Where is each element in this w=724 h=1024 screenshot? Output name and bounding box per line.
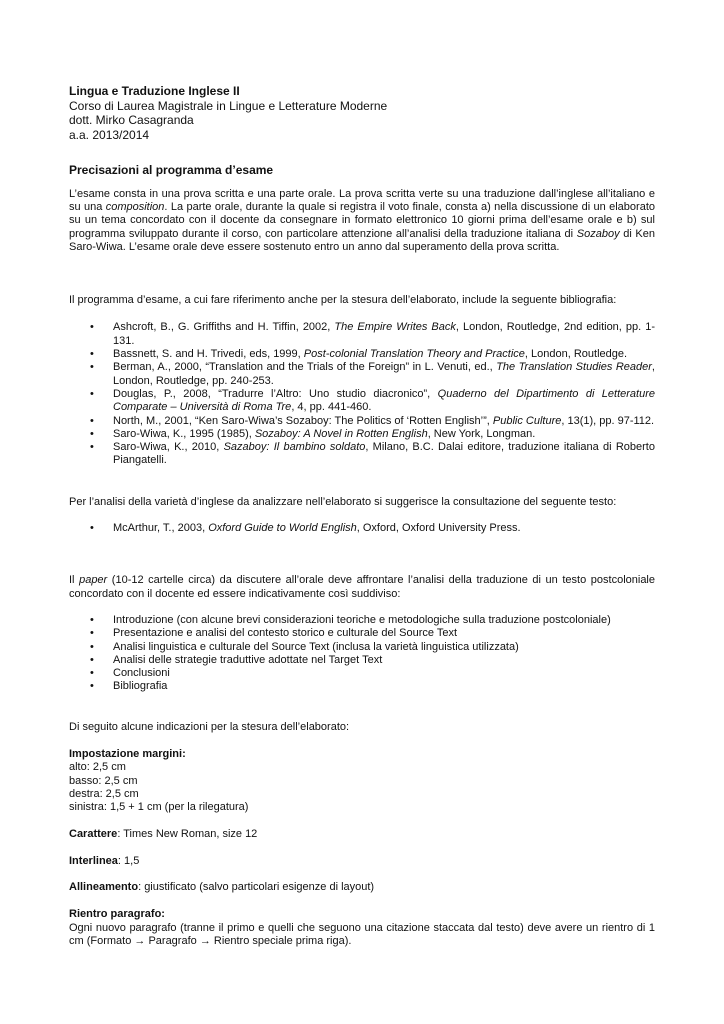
bibliography-item <box>69 348 655 361</box>
intro-italic-2: Sozaboy <box>576 227 620 240</box>
font-label: Carattere <box>69 828 118 841</box>
bibliography-list <box>69 321 655 467</box>
section-title: Precisazioni al programma d’esame <box>69 163 274 178</box>
academic-year: a.a. 2013/2014 <box>69 127 150 142</box>
ref-authors: Berman, A., 2000, “Translation and the Trials of the Foreign” in L. Venuti, ed., <box>113 361 497 374</box>
ref-details: , Oxford, Oxford University Press. <box>356 522 521 535</box>
paper-italic: paper <box>79 574 108 587</box>
bibliography-intro: Il programma d’esame, a cui fare riferimento anche per la stesura dell’elaborato, include la seguente bibliografia: <box>69 294 617 307</box>
ref-authors: Douglas, P., 2008, “Tradurre l’Altro: Uno studio diacronico”, <box>113 387 438 400</box>
alignment-label: Allineamento <box>69 881 139 894</box>
intro-text-1: L’esame consta in una prova scritta e una parte orale. La prova scritta verte su una traduzione dall’inglese all’italiano e su una <box>69 187 655 213</box>
bibliography-item <box>69 441 655 468</box>
course-title: Lingua e Traduzione Inglese II <box>69 84 240 98</box>
alignment-setting <box>69 881 655 894</box>
indent-title: Rientro paragrafo: <box>69 908 165 921</box>
line-spacing-label: Interlinea <box>69 854 118 867</box>
bibliography-item <box>69 321 655 348</box>
ref-title: Oxford Guide to World English <box>208 522 357 535</box>
paper-section-item: • Introduzione (con alcune brevi considerazioni teoriche e metodologiche sulla traduzione postcoloniale) <box>69 614 655 627</box>
paper-text-2: (10-12 cartelle circa) da discutere all’orale deve affrontare l’analisi della traduzione di un testo postcoloniale concordato con il docente ed essere indicativamente così suddiviso: <box>69 574 655 600</box>
ref-authors: McArthur, T., 2003, <box>113 522 209 535</box>
paper-section-item: • Conclusioni <box>69 667 655 680</box>
degree-line: Corso di Laurea Magistrale in Lingue e Letterature Moderne <box>69 98 388 113</box>
ref-authors: Bassnett, S. and H. Trivedi, eds, 1999, <box>113 348 304 361</box>
list-item <box>69 522 655 535</box>
ref-title: Quaderno del Dipartimento di Letterature Comparate – Università di Roma Tre <box>113 387 656 414</box>
ref-authors: Ashcroft, B., G. Griffiths and H. Tiffin, 2002, <box>113 321 335 334</box>
variety-reference-list <box>69 522 655 535</box>
paper-section-item: • Analisi linguistica e culturale del Source Text (inclusa la varietà linguistica utilizzata) <box>69 641 655 654</box>
ref-authors: Saro-Wiwa, K., 2010, <box>113 441 224 454</box>
variety-intro: Per l’analisi della varietà d’inglese da analizzare nell’elaborato si suggerisce la consultazione del seguente testo: <box>69 495 617 508</box>
intro-paragraph <box>69 188 655 254</box>
margin-bottom: basso: 2,5 cm <box>69 774 138 787</box>
intro-text-3: di Ken Saro-Wiwa. L’esame orale deve essere sostenuto entro un anno dal superamento della prova scritta. <box>69 227 655 253</box>
ref-title: Sazaboy: Il bambino soldato <box>223 441 366 454</box>
document-header <box>69 84 655 142</box>
paper-section-item: • Bibliografia <box>69 680 655 693</box>
margin-top: alto: 2,5 cm <box>69 761 126 774</box>
teacher-line: dott. Mirko Casagranda <box>69 113 194 128</box>
bibliography-item <box>69 388 655 415</box>
ref-title: The Empire Writes Back <box>334 321 456 334</box>
font-value: : Times New Roman, size 12 <box>117 828 258 841</box>
ref-details: , New York, Longman. <box>427 427 536 440</box>
paper-sections-list <box>69 614 655 694</box>
ref-details: , Milano, B.C. Dalai editore, traduzione italiana di Roberto Piangatelli. <box>113 441 655 467</box>
ref-title: Post-colonial Translation Theory and Practice <box>303 348 525 361</box>
margins-block <box>69 748 655 814</box>
ref-title: Sozaboy: A Novel in Rotten English <box>254 427 428 440</box>
ref-title: Public Culture <box>492 414 562 427</box>
intro-text-2: . La parte orale, durante la quale si registra il voto finale, consta a) nella discussione di un elaborato su un tema concordato con il docente da consegnare in formato elettronico 10 giorni prima dell’esame orale e b) sul programma sviluppato durante il corso, con particolare attenzione all’analisi della traduzione italiana di <box>69 200 655 240</box>
paper-section-item: • Analisi delle strategie traduttive adottate nel Target Text <box>69 654 655 667</box>
ref-details: , London, Routledge, pp. 240-253. <box>113 361 655 387</box>
bibliography-item <box>69 415 655 428</box>
ref-title: The Translation Studies Reader <box>496 361 652 374</box>
paper-intro <box>69 574 655 601</box>
alignment-value: : giustificato (salvo particolari esigenze di layout) <box>138 881 375 894</box>
ref-details: , London, Routledge. <box>524 348 628 361</box>
font-setting <box>69 828 655 841</box>
document-page <box>69 84 655 948</box>
margin-right: destra: 2,5 cm <box>69 787 139 800</box>
ref-details: , 4, pp. 441-460. <box>291 401 372 414</box>
ref-details: , London, Routledge, 2nd edition, pp. 1-131. <box>113 321 655 347</box>
intro-italic-1: composition <box>105 200 165 213</box>
format-intro: Di seguito alcune indicazioni per la stesura dell’elaborato: <box>69 720 350 733</box>
paper-text-1: Il <box>69 574 80 587</box>
margin-left: sinistra: 1,5 + 1 cm (per la rilegatura) <box>69 801 249 814</box>
margins-title: Impostazione margini: <box>69 747 186 760</box>
ref-authors: North, M., 2001, “Ken Saro-Wiwa’s Sozaboy: The Politics of ‘Rotten English’”, <box>113 414 493 427</box>
indent-block <box>69 908 655 948</box>
ref-details: , 13(1), pp. 97-112. <box>561 414 655 427</box>
indent-text: Ogni nuovo paragrafo (tranne il primo e quelli che seguono una citazione staccata dal testo) deve avere un rientro di 1 cm (Formato → Paragrafo → Rientro speciale prima riga). <box>69 921 655 947</box>
bibliography-item <box>69 428 655 441</box>
line-spacing-value: : 1,5 <box>117 854 140 867</box>
line-spacing-setting <box>69 855 655 868</box>
paper-section-item: • Presentazione e analisi del contesto storico e culturale del Source Text <box>69 627 655 640</box>
bibliography-item <box>69 361 655 388</box>
ref-authors: Saro-Wiwa, K., 1995 (1985), <box>113 427 255 440</box>
